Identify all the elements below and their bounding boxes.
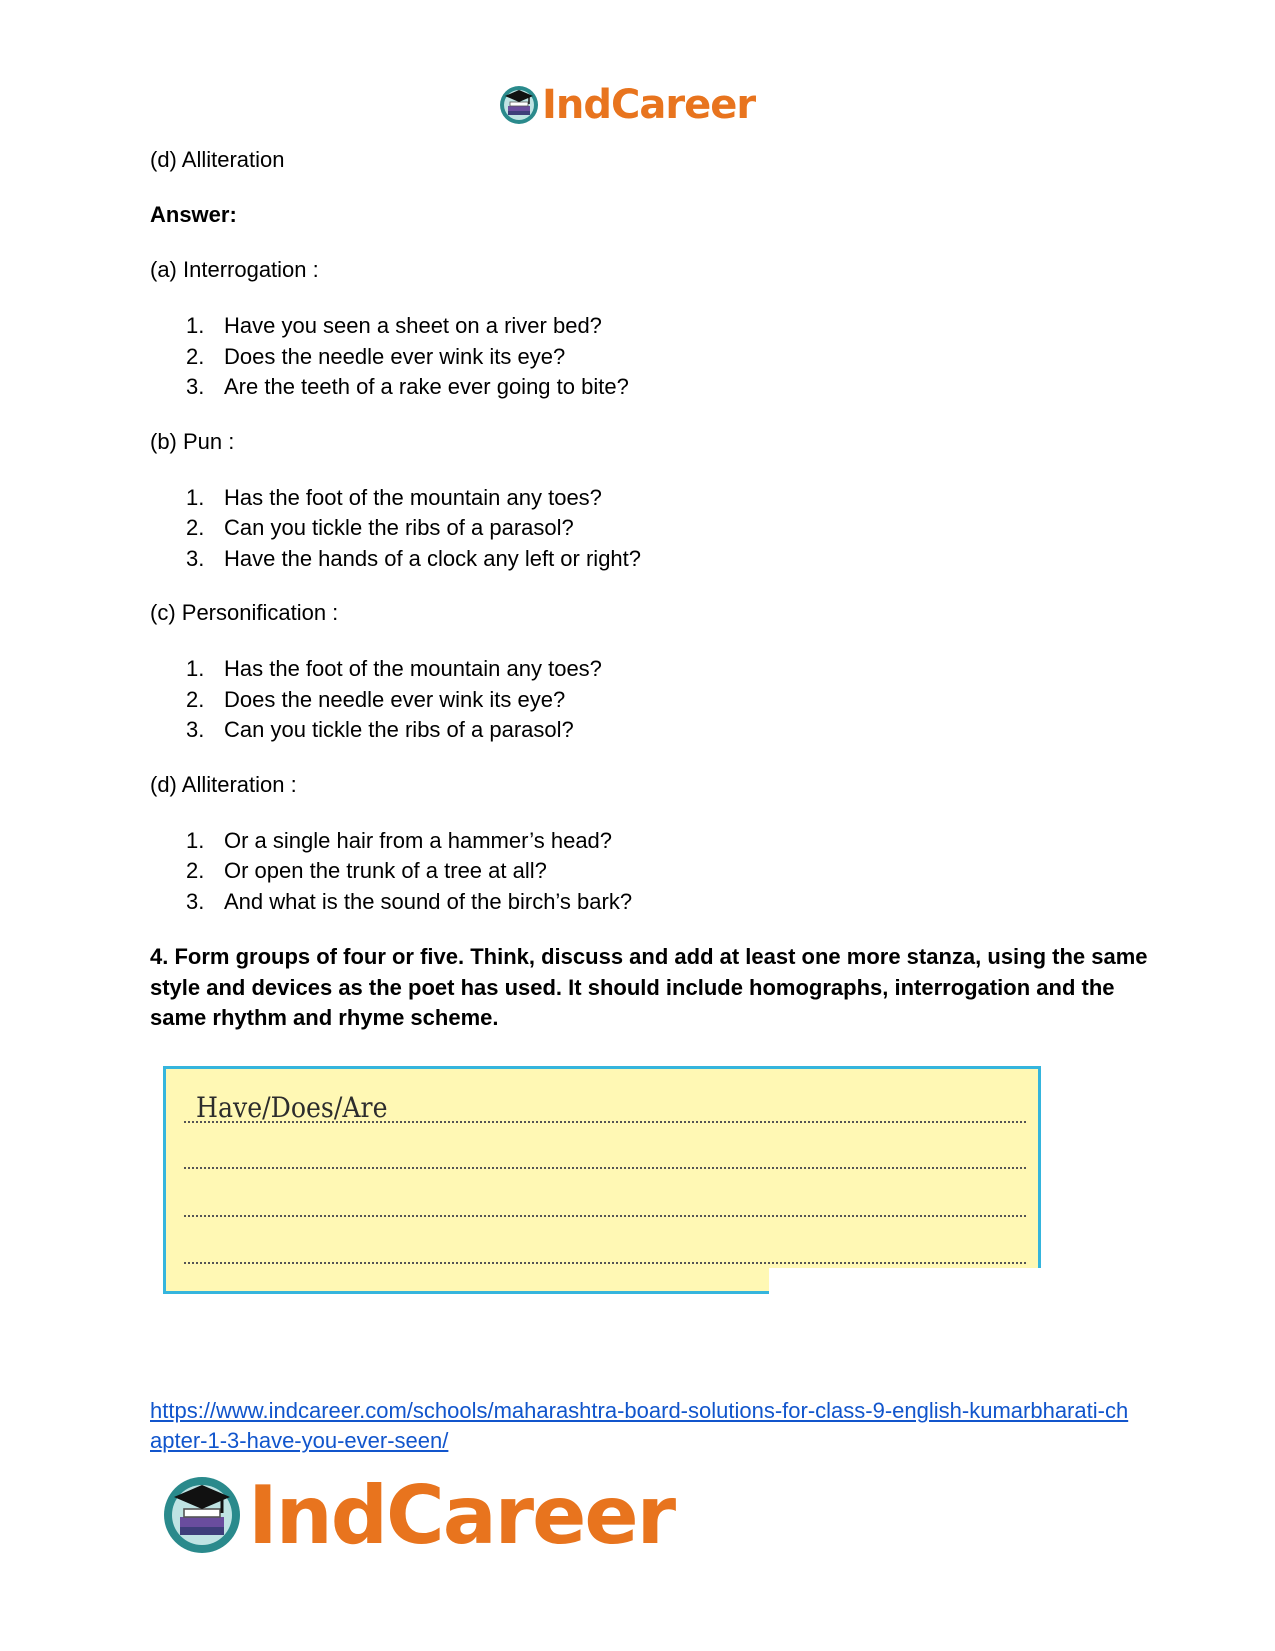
logo-wordmark: IndCareer <box>248 1468 675 1562</box>
example-list <box>150 826 1150 918</box>
graduation-cap-icon <box>160 1473 244 1557</box>
dotted-line <box>184 1167 1026 1169</box>
section-heading: (a) Interrogation : <box>150 257 319 282</box>
image-crop-edge <box>769 1268 1059 1308</box>
list-item: 2. Can you tickle the ribs of a parasol? <box>186 515 574 540</box>
answer-content <box>150 146 1150 1034</box>
question-4: 4. Form groups of four or five. Think, discuss and add at least one more stanza, using the same style and devices as the poet has used. It should include homographs, interrogation and the same rhythm and rhyme scheme. <box>150 944 1148 1030</box>
stanza-writing-box <box>163 1066 1041 1294</box>
logo-wordmark: IndCareer <box>542 82 756 128</box>
stanza-prompt: Have/Does/Are <box>196 1091 388 1124</box>
section-heading: (d) Alliteration : <box>150 771 297 797</box>
list-item: 2. Or open the trunk of a tree at all? <box>186 858 547 883</box>
section-heading: (c) Personification : <box>150 600 339 625</box>
list-item: 3. Can you tickle the ribs of a parasol? <box>186 717 574 742</box>
intro-option: (d) Alliteration <box>150 147 285 172</box>
dotted-line <box>184 1215 1026 1217</box>
list-item: 3. Are the teeth of a rake ever going to bite? <box>186 374 629 399</box>
list-item: 3. And what is the sound of the birch’s bark? <box>186 888 633 914</box>
dotted-line <box>184 1262 1026 1264</box>
example-list <box>150 311 1150 403</box>
list-item: 3. Have the hands of a clock any left or right? <box>186 545 642 571</box>
indcareer-logo-footer <box>160 1470 674 1560</box>
answer-label: Answer: <box>150 202 237 227</box>
list-item: 1. Has the foot of the mountain any toes? <box>186 484 602 510</box>
list-item: 1. Have you seen a sheet on a river bed? <box>186 313 602 338</box>
indcareer-logo-header <box>498 80 755 130</box>
list-item: 2. Does the needle ever wink its eye? <box>186 343 566 369</box>
dotted-line <box>184 1121 1026 1123</box>
example-list <box>150 654 1150 746</box>
source-link[interactable]: https://www.indcareer.com/schools/maharashtra-board-solutions-for-class-9-english-kumarbharati-chapter-1-3-have-you-ever-seen/ <box>150 1398 1129 1453</box>
list-item: 1. Or a single hair from a hammer’s head? <box>186 827 613 853</box>
graduation-cap-icon <box>498 84 540 126</box>
example-list <box>150 483 1150 575</box>
section-heading: (b) Pun : <box>150 428 235 454</box>
list-item: 2. Does the needle ever wink its eye? <box>186 686 566 712</box>
list-item: 1. Has the foot of the mountain any toes? <box>186 656 602 681</box>
